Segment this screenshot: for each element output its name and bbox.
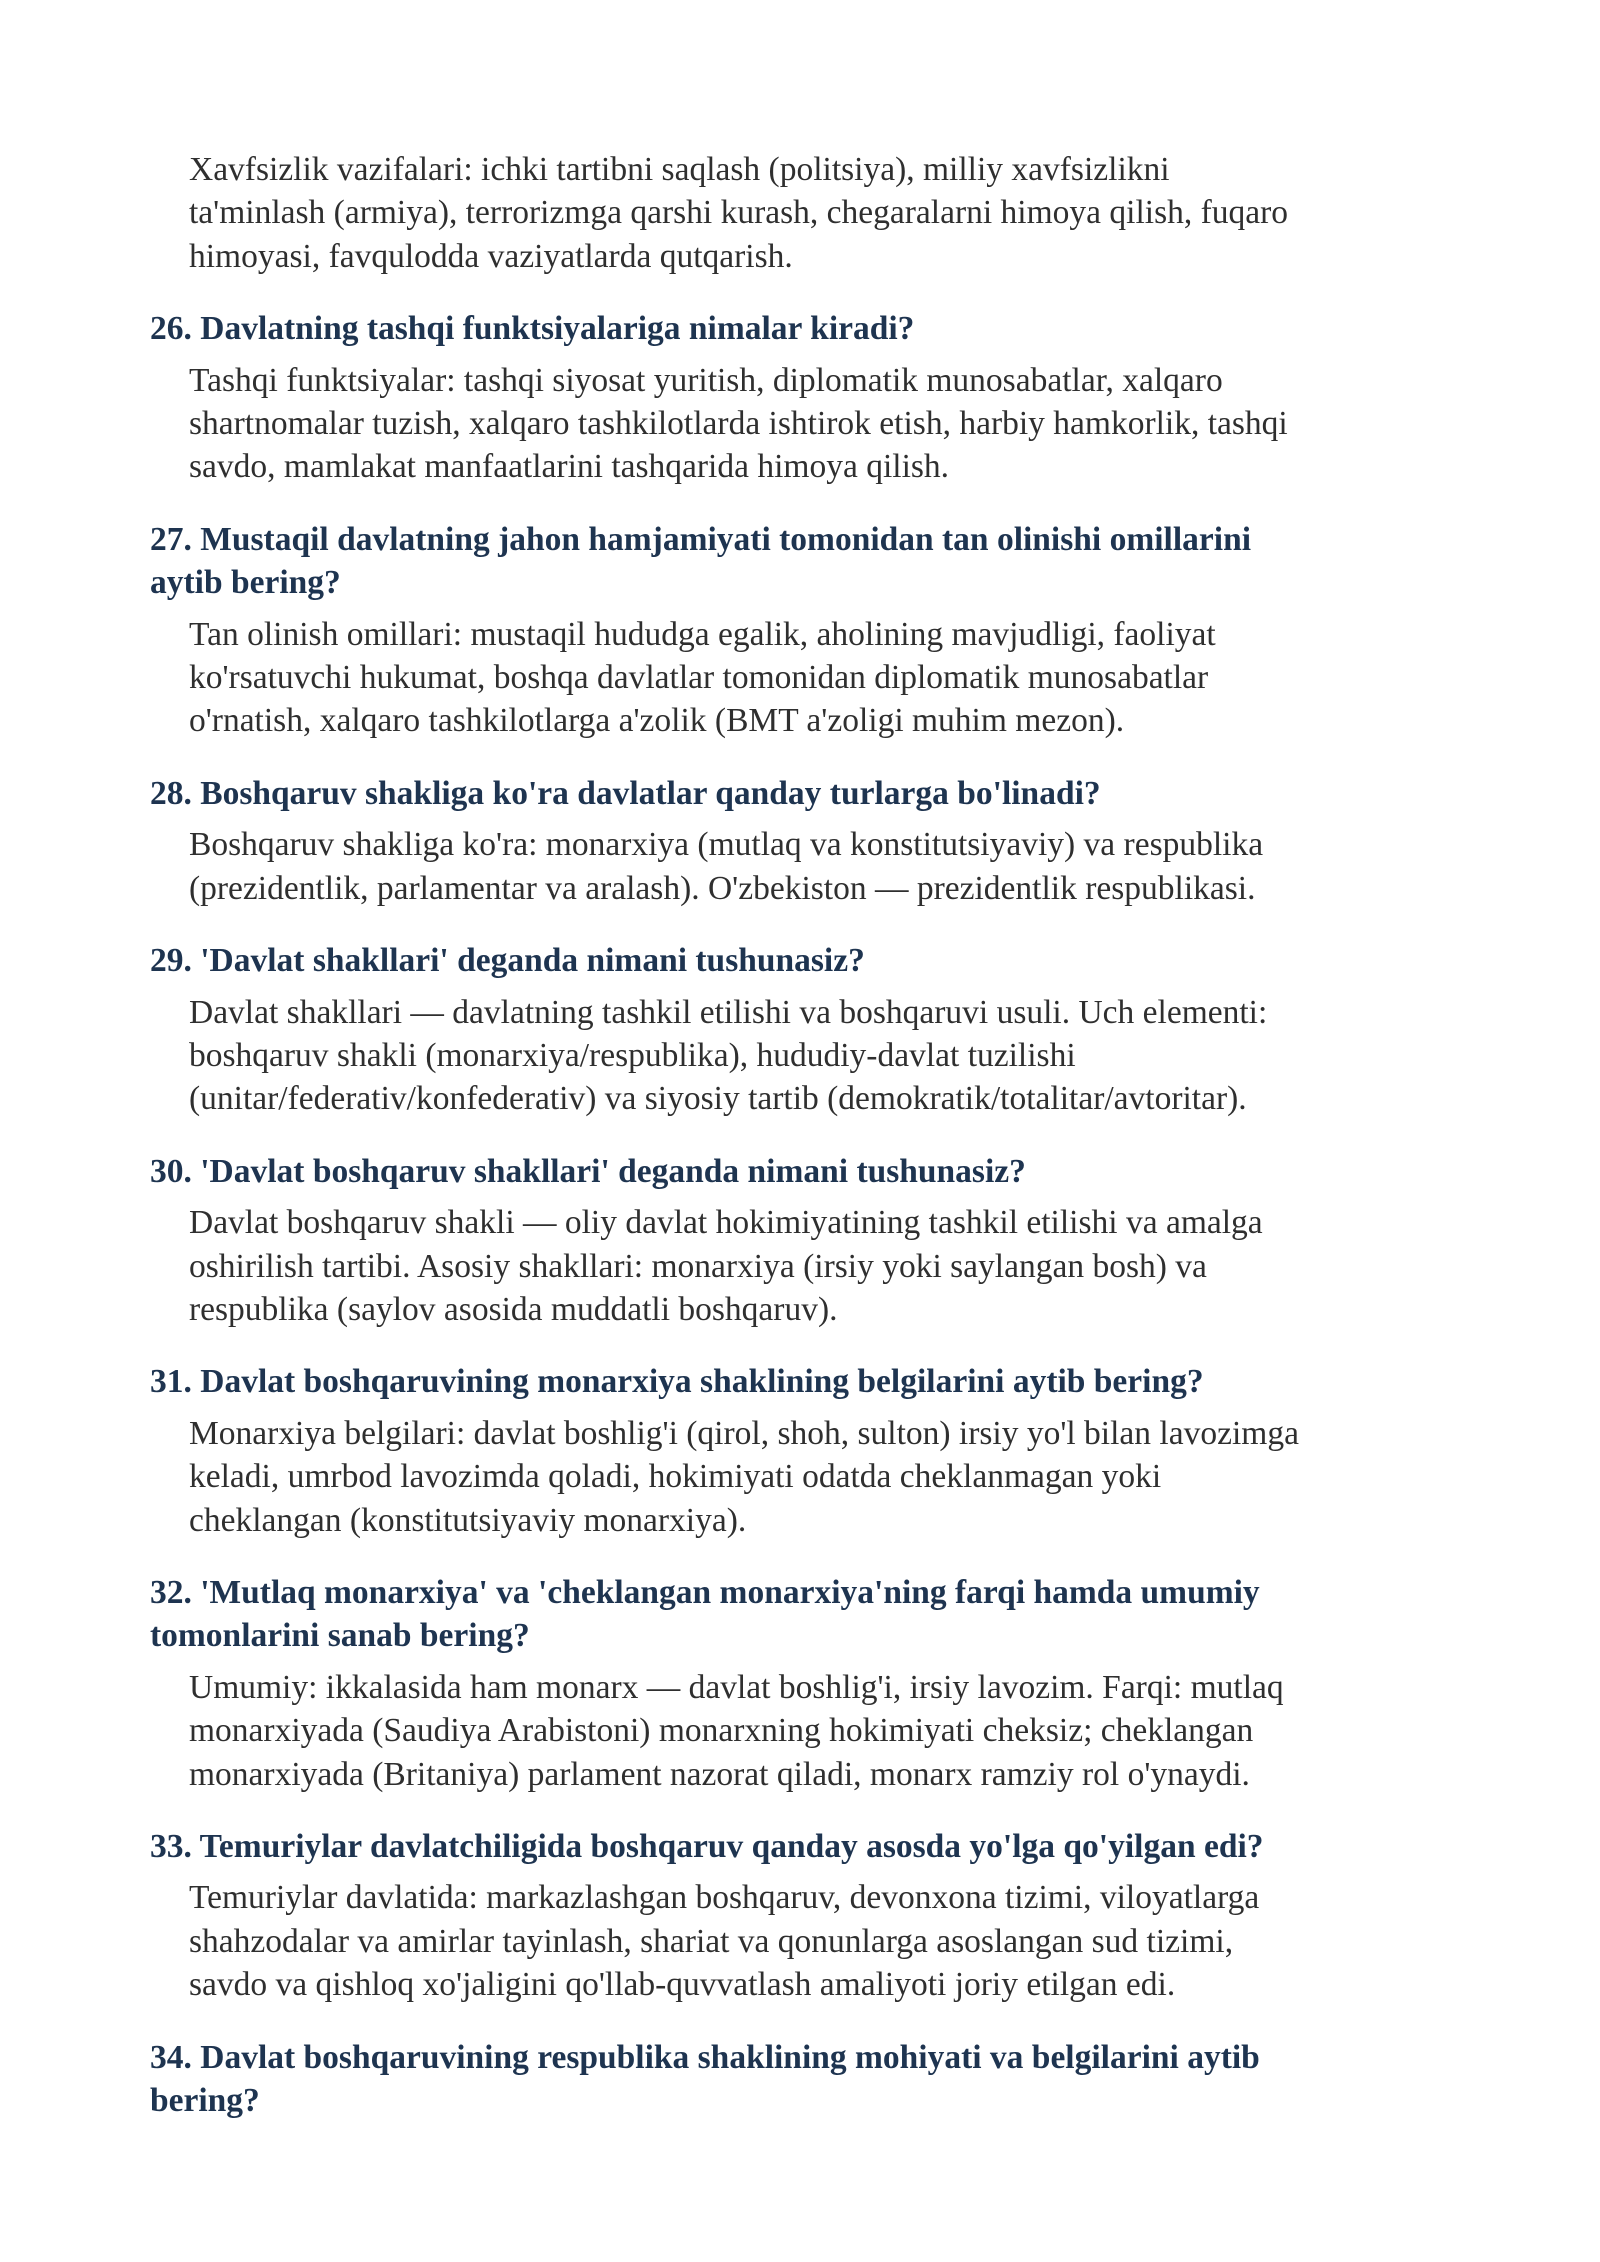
text-line: Umumiy: ikkalasida ham monarx — davlat boshlig'i, irsiy lavozim. Farqi: mutlaq — [189, 1668, 1284, 1706]
answer-text — [189, 823, 1450, 910]
answer-text — [189, 991, 1450, 1121]
text-line: shartnomalar tuzish, xalqaro tashkilotlarda ishtirok etish, harbiy hamkorlik, tashqi — [189, 405, 1288, 443]
answer-text — [189, 148, 1450, 278]
qa-block-29 — [150, 939, 1450, 1121]
text-line: boshqaruv shakli (monarxiya/respublika), hududiy-davlat tuzilishi — [189, 1036, 1076, 1074]
text-line: 34. Davlat boshqaruvining respublika shaklining mohiyati va belgilarini aytib — [150, 2038, 1260, 2076]
text-line: 27. Mustaqil davlatning jahon hamjamiyati tomonidan tan olinishi omillarini — [150, 520, 1252, 558]
text-line: 30. 'Davlat boshqaruv shakllari' deganda nimani tushunasiz? — [150, 1152, 1026, 1190]
text-line: (prezidentlik, parlamentar va aralash). O'zbekiston — prezidentlik respublikasi. — [189, 869, 1256, 907]
qa-block-32 — [150, 1571, 1450, 1796]
qa-block-34 — [150, 2036, 1450, 2123]
question-heading — [150, 307, 1450, 350]
text-line: ko'rsatuvchi hukumat, boshqa davlatlar tomonidan diplomatik munosabatlar — [189, 659, 1209, 697]
question-heading — [150, 939, 1450, 982]
text-line: bering? — [150, 2082, 260, 2120]
text-line: Xavfsizlik vazifalari: ichki tartibni saqlash (politsiya), milliy xavfsizlikni — [189, 151, 1170, 188]
document-page — [150, 148, 1450, 2130]
question-heading — [150, 518, 1450, 605]
text-line: tomonlarini sanab bering? — [150, 1617, 530, 1655]
text-line: Boshqaruv shakliga ko'ra: monarxiya (mutlaq va konstitutsiyaviy) va respublika — [189, 826, 1264, 864]
qa-block-31 — [150, 1360, 1450, 1542]
text-line: Monarxiya belgilari: davlat boshlig'i (qirol, shoh, sulton) irsiy yo'l bilan lavozimga — [189, 1414, 1299, 1452]
qa-block-28 — [150, 772, 1450, 910]
text-line: 26. Davlatning tashqi funktsiyalariga nimalar kiradi? — [150, 310, 915, 348]
question-heading — [150, 1360, 1450, 1403]
text-line: 28. Boshqaruv shakliga ko'ra davlatlar qanday turlarga bo'linadi? — [150, 774, 1101, 812]
text-line: monarxiyada (Britaniya) parlament nazorat qiladi, monarx ramziy rol o'ynaydi. — [189, 1755, 1250, 1793]
question-heading — [150, 2036, 1450, 2123]
qa-block-30 — [150, 1150, 1450, 1332]
text-line: 31. Davlat boshqaruvining monarxiya shaklining belgilarini aytib bering? — [150, 1363, 1204, 1401]
text-line: 32. 'Mutlaq monarxiya' va 'cheklangan monarxiya'ning farqi hamda umumiy — [150, 1573, 1260, 1611]
text-line: himoyasi, favqulodda vaziyatlarda qutqarish. — [189, 237, 793, 275]
text-line: aytib bering? — [150, 564, 341, 602]
answer-text — [189, 1201, 1450, 1331]
text-line: 29. 'Davlat shakllari' deganda nimani tushunasiz? — [150, 942, 865, 980]
text-line: o'rnatish, xalqaro tashkilotlarga a'zolik (BMT a'zoligi muhim mezon). — [189, 702, 1125, 740]
text-line: savdo va qishloq xo'jaligini qo'llab-quvvatlash amaliyoti joriy etilgan edi. — [189, 1966, 1176, 2004]
answer-text — [189, 613, 1450, 743]
qa-block-33 — [150, 1825, 1450, 2007]
text-line: Temuriylar davlatida: markazlashgan boshqaruv, devonxona tizimi, viloyatlarga — [189, 1879, 1260, 1917]
question-heading — [150, 772, 1450, 815]
answer-text — [189, 1412, 1450, 1542]
text-line: shahzodalar va amirlar tayinlash, shariat va qonunlarga asoslangan sud tizimi, — [189, 1922, 1234, 1960]
qa-block-26 — [150, 307, 1450, 489]
text-line: respublika (saylov asosida muddatli boshqaruv). — [189, 1290, 838, 1328]
answer-text — [189, 1666, 1450, 1796]
qa-block-27 — [150, 518, 1450, 743]
text-line: savdo, mamlakat manfaatlarini tashqarida himoya qilish. — [189, 448, 950, 486]
text-line: monarxiyada (Saudiya Arabistoni) monarxning hokimiyati cheksiz; cheklangan — [189, 1712, 1254, 1750]
question-heading — [150, 1825, 1450, 1868]
question-heading — [150, 1150, 1450, 1193]
text-line: keladi, umrbod lavozimda qoladi, hokimiyati odatda cheklanmagan yoki — [189, 1458, 1162, 1496]
text-line: cheklangan (konstitutsiyaviy monarxiya). — [189, 1501, 747, 1539]
text-line: Davlat shakllari — davlatning tashkil etilishi va boshqaruvi usuli. Uch elementi: — [189, 993, 1268, 1031]
text-line: Davlat boshqaruv shakli — oliy davlat hokimiyatining tashkil etilishi va amalga — [189, 1204, 1263, 1242]
question-heading — [150, 1571, 1450, 1658]
text-line: ta'minlash (armiya), terrorizmga qarshi kurash, chegaralarni himoya qilish, fuqaro — [189, 194, 1289, 232]
answer-text — [189, 359, 1450, 489]
text-line: (unitar/federativ/konfederativ) va siyosiy tartib (demokratik/totalitar/avtoritar). — [189, 1080, 1247, 1118]
qa-block-intro — [150, 148, 1450, 278]
text-line: Tan olinish omillari: mustaqil hududga egalik, aholining mavjudligi, faoliyat — [189, 615, 1216, 653]
text-line: Tashqi funktsiyalar: tashqi siyosat yuritish, diplomatik munosabatlar, xalqaro — [189, 361, 1223, 399]
answer-text — [189, 1876, 1450, 2006]
text-line: oshirilish tartibi. Asosiy shakllari: monarxiya (irsiy yoki saylangan bosh) va — [189, 1247, 1207, 1285]
text-line: 33. Temuriylar davlatchiligida boshqaruv qanday asosda yo'lga qo'yilgan edi? — [150, 1828, 1264, 1865]
